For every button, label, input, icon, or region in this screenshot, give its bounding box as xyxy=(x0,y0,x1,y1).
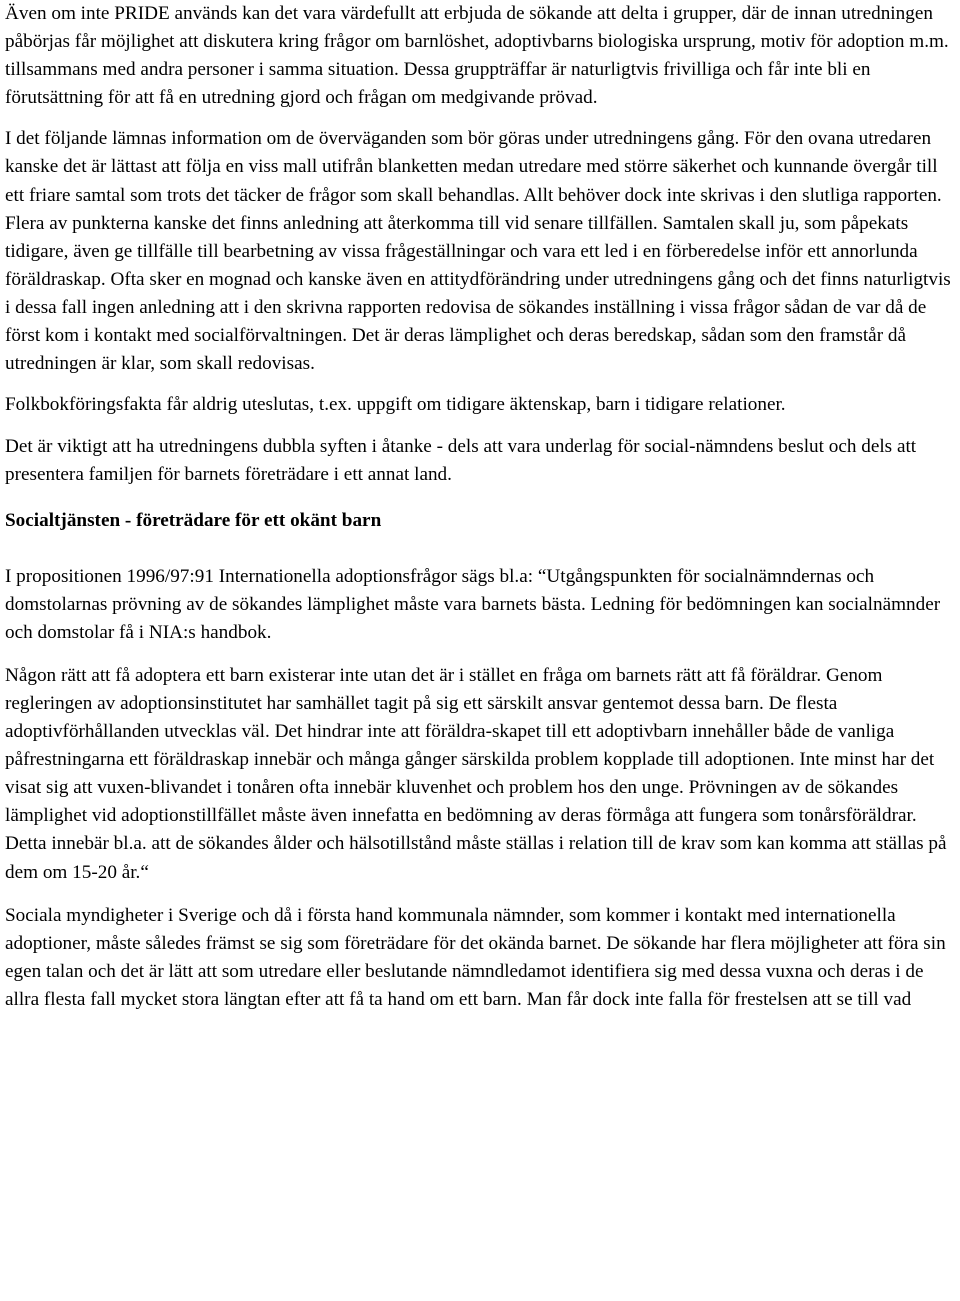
paragraph-right-to-parents: Någon rätt att få adoptera ett barn existerar inte utan det är i stället en fråga om barnets rätt att få föräldrar. Genom regleringen av adoptionsinstitutet har samhället tagit på sig ett särskilt ansvar gentemot dessa barn. De flesta adoptivförhållanden utvecklas väl. Det hindrar inte att föräldra-skapet till ett adoptivbarn innehåller både de vanliga påfrestningarna ett föräldraskap innebär och många gånger särskilda problem kopplade till adoptionen. Inte minst har det visat sig att vuxen-blivandet i tonåren ofta innebär kluvenhet och problem hos den unge. Prövningen av de sökandes lämplighet vid adoptionstillfället måste även innefatta en bedömning av deras förmåga att fungera som tonårsföräldrar. Detta innebär bl.a. att de sökandes ålder och hälsotillstånd måste ställas i relation till de krav som kan komma att ställas på dem om 15-20 år.“ xyxy=(5,664,947,883)
paragraph-investigation-guidance: I det följande lämnas information om de överväganden som bör göras under utredningens gång. För den ovana utredaren kanske det är lättast att följa en viss mall utifrån blanketten medan utredare med större säkerhet och kunnande övergår till ett friare samtal som trots det täcker de frågor som skall behandlas. Allt behöver dock inte skrivas i den slutliga rapporten. Flera av punkterna kanske det finns anledning att återkomma till vid senare tillfällen. Samtalen skall ju, som påpekats tidigare, även ge tillfälle till bearbetning av vissa frågeställningar och vara ett led i en förberedelse inför ett annorlunda föräldraskap. Ofta sker en mognad och kanske även en attitydförändring under utredningens gång och det finns naturligtvis i dessa fall ingen anledning att i den skrivna rapporten redovisa de sökandes inställning i vissa frågor sådan de var då de först kom i kontakt med socialförvaltningen. Det är deras lämplighet och deras beredskap, sådan som den framstår då utredningen är klar, som skall redovisas. xyxy=(5,128,951,375)
paragraph-social-authorities: Sociala myndigheter i Sverige och då i första hand kommunala nämnder, som kommer i kontakt med internationella adoptioner, måste således främst se sig som företrädare för det okända barnet. De sökande har flera möjligheter att föra sin egen talan och det är lätt att som utredare eller beslutande nämndledamot identifiera sig med dessa vuxna och deras i de allra flesta fall mycket stora längtan efter att få ta hand om ett barn. Man får dock inte falla för frestelsen att se till vad xyxy=(5,904,946,1010)
section-heading: Socialtjänsten - företrädare för ett okänt barn xyxy=(5,509,382,531)
paragraph-registry-facts: Folkbokföringsfakta får aldrig uteslutas, t.ex. uppgift om tidigare äktenskap, barn i tidigare relationer. xyxy=(5,394,786,416)
paragraph-proposition-quote: I propositionen 1996/97:91 Internationella adoptionsfrågor sägs bl.a: “Utgångspunkten för socialnämndernas och domstolarnas prövning av de sökandes lämplighet måste vara barnets bästa. Ledning för bedömningen kan socialnämnder och domstolar få i NIA:s handbok. xyxy=(5,565,941,643)
paragraph-group-sessions: Även om inte PRIDE används kan det vara värdefullt att erbjuda de sökande att delta i grupper, där de innan utredningen påbörjas får möjlighet att diskutera kring frågor om barnlöshet, adoptivbarns biologiska ursprung, motiv för adoption m.m. tillsammans med andra personer i samma situation. Dessa gruppträffar är naturligtvis frivilliga och får inte bli en förutsättning för att få en utredning gjord och frågan om medgivande prövad. xyxy=(5,3,949,109)
document-page xyxy=(5,0,960,1014)
paragraph-dual-purpose: Det är viktigt att ha utredningens dubbla syften i åtanke - dels att vara underlag för social-nämndens beslut och dels att presentera familjen för barnets företrädare i ett annat land. xyxy=(5,436,917,486)
